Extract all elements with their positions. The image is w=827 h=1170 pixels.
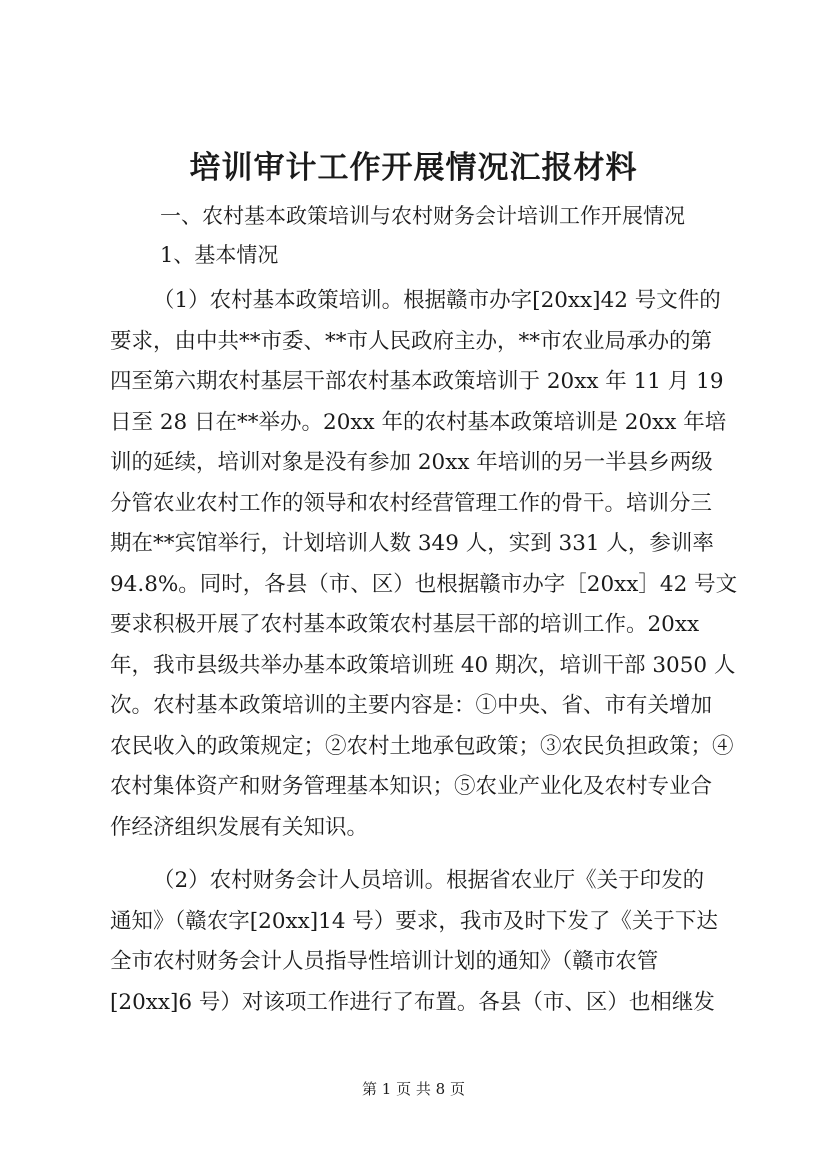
section-heading: 一、农村基本政策培训与农村财务会计培训工作开展情况	[160, 204, 685, 228]
paragraph-line: [20xx]6 号）对该项工作进行了布置。各县（市、区）也相继发	[110, 989, 715, 1015]
paragraph-line: 分管农业农村工作的领导和农村经营管理工作的骨干。培训分三	[110, 490, 713, 516]
paragraph-1	[110, 281, 738, 848]
subheading: 1、基本情况	[160, 243, 279, 267]
paragraph-line: 训的延续，培训对象是没有参加 20xx 年培训的另一半县乡两级	[110, 450, 713, 475]
paragraph-2	[110, 861, 722, 1023]
paragraph-line: 年，我市县级共举办基本政策培训班 40 期次，培训干部 3050 人	[110, 652, 736, 678]
paragraph-line: （1）农村基本政策培训。根据赣市办字[20xx]42 号文件的	[153, 288, 721, 313]
paragraph-line: 农村集体资产和财务管理基本知识；⑤农业产业化及农村专业合	[110, 774, 713, 799]
paragraph-line: 要求，由中共**市委、**市人民政府主办，**市农业局承办的第	[110, 328, 713, 354]
paragraph-line: 全市农村财务会计人员指导性培训计划的通知》（赣市农管	[110, 949, 659, 974]
paragraph-line: 要求积极开展了农村基本政策农村基层干部的培训工作。20xx	[110, 612, 700, 637]
page-footer: 第 1 页 共 8 页	[362, 1080, 465, 1098]
paragraph-line: 通知》（赣农字[20xx]14 号）要求，我市及时下发了《关于下达	[110, 908, 718, 934]
paragraph-line: 日至 28 日在**举办。20xx 年的农村基本政策培训是 20xx 年培	[110, 409, 727, 435]
paragraph-line: 期在**宾馆举行，计划培训人数 349 人，实到 331 人，参训率	[110, 531, 714, 556]
paragraph-line: （2）农村财务会计人员培训。根据省农业厅《关于印发的	[153, 868, 705, 893]
paragraph-line: 94.8%。同时，各县（市、区）也根据赣市办字［20xx］42 号文	[110, 571, 738, 597]
paragraph-line: 作经济组织发展有关知识。	[110, 814, 369, 840]
paragraph-line: 农民收入的政策规定；②农村土地承包政策；③农民负担政策；④	[110, 733, 734, 759]
paragraph-line: 次。农村基本政策培训的主要内容是：①中央、省、市有关增加	[110, 693, 713, 718]
document-title: 培训审计工作开展情况汇报材料	[189, 150, 638, 186]
paragraph-line: 四至第六期农村基层干部农村基本政策培训于 20xx 年 11 月 19	[110, 369, 724, 394]
